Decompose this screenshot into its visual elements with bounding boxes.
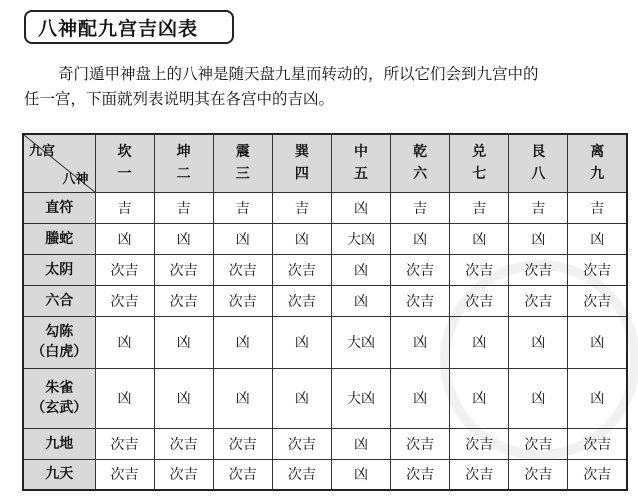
fortune-cell: 吉 (272, 192, 331, 223)
fortune-cell: 次吉 (391, 428, 450, 459)
god-label (23, 428, 95, 459)
palace-header (509, 134, 568, 192)
god-alt-name: （玄武） (31, 400, 88, 416)
god-name: 九天 (45, 466, 74, 483)
fortune-cell: 大凶 (331, 223, 390, 254)
fortune-cell: 凶 (391, 223, 450, 254)
palace-number: 四 (294, 166, 309, 183)
table-row (23, 459, 627, 490)
palace-number: 九 (590, 166, 605, 183)
god-name: 勾陈 (45, 324, 74, 340)
palace-header (272, 134, 331, 192)
palace-header (391, 134, 450, 192)
fortune-cell: 次吉 (95, 285, 154, 316)
palace-header (568, 134, 627, 192)
palace-name: 震 (235, 144, 250, 161)
fortune-cell: 次吉 (450, 285, 509, 316)
fortune-cell: 次吉 (272, 285, 331, 316)
fortune-cell: 次吉 (509, 285, 568, 316)
fortune-cell: 次吉 (213, 428, 272, 459)
palace-number: 八 (531, 166, 546, 183)
palace-name: 乾 (413, 144, 428, 161)
fortune-cell: 次吉 (391, 254, 450, 285)
fortune-cell: 次吉 (95, 254, 154, 285)
palace-name: 离 (590, 144, 605, 161)
palace-number: 三 (235, 166, 250, 183)
fortune-cell: 次吉 (568, 254, 627, 285)
fortune-cell: 凶 (568, 223, 627, 254)
table-corner (23, 134, 95, 192)
fortune-cell: 凶 (95, 223, 154, 254)
god-label (23, 459, 95, 490)
god-name: 太阴 (45, 261, 74, 278)
god-name: 螣蛇 (45, 230, 74, 247)
fortune-cell: 凶 (213, 316, 272, 368)
corner-bottom-label: 八神 (62, 171, 89, 187)
fortune-cell: 次吉 (509, 254, 568, 285)
god-name: 六合 (45, 292, 74, 309)
intro-line-1: 奇门遁甲神盘上的八神是随天盘九星而转动的，所以它们会到九宫中的 (58, 65, 539, 83)
fortune-cell: 凶 (331, 459, 390, 490)
palace-name: 坤 (176, 144, 191, 161)
fortune-cell: 吉 (391, 192, 450, 223)
corner-top-label: 九宫 (29, 144, 56, 159)
palace-number: 一 (117, 166, 132, 183)
fortune-cell: 次吉 (450, 459, 509, 490)
fortune-cell: 大凶 (331, 316, 390, 368)
fortune-cell: 次吉 (154, 285, 213, 316)
palace-header (450, 134, 509, 192)
fortune-cell: 凶 (331, 254, 390, 285)
fortune-cell: 凶 (154, 368, 213, 428)
palace-number: 六 (413, 166, 428, 183)
palace-name: 兑 (472, 144, 487, 161)
fortune-cell: 次吉 (95, 428, 154, 459)
palace-header (331, 134, 390, 192)
intro-line-2: 任一宫，下面就列表说明其在各宫中的吉凶。 (24, 90, 335, 108)
palace-name: 中 (353, 144, 368, 161)
table-row (23, 285, 627, 316)
fortune-cell: 次吉 (450, 254, 509, 285)
intro-paragraph (24, 62, 624, 112)
palace-name: 巽 (294, 144, 309, 161)
god-name: 朱雀 (45, 380, 74, 396)
fortune-cell: 次吉 (154, 254, 213, 285)
fortune-cell: 次吉 (213, 254, 272, 285)
fortune-cell: 吉 (213, 192, 272, 223)
fortune-cell: 凶 (391, 316, 450, 368)
fortune-cell: 吉 (154, 192, 213, 223)
fortune-cell: 凶 (509, 368, 568, 428)
palace-number: 七 (472, 166, 487, 183)
fortune-cell: 凶 (95, 316, 154, 368)
god-label (23, 192, 95, 223)
fortune-cell: 凶 (509, 316, 568, 368)
fortune-cell: 次吉 (213, 459, 272, 490)
fortune-cell: 次吉 (95, 459, 154, 490)
god-label (23, 368, 95, 428)
fortune-cell: 次吉 (391, 285, 450, 316)
table-row (23, 428, 627, 459)
fortune-cell: 凶 (272, 316, 331, 368)
fortune-cell: 大凶 (331, 368, 390, 428)
fortune-cell: 次吉 (272, 459, 331, 490)
fortune-cell: 吉 (450, 192, 509, 223)
fortune-cell: 凶 (450, 223, 509, 254)
fortune-cell: 吉 (95, 192, 154, 223)
fortune-cell: 凶 (154, 223, 213, 254)
page-title (24, 10, 234, 44)
fortune-cell: 凶 (272, 368, 331, 428)
fortune-cell: 次吉 (154, 459, 213, 490)
fortune-cell: 凶 (331, 192, 390, 223)
fortune-cell: 凶 (213, 368, 272, 428)
god-name: 九地 (45, 435, 74, 452)
header-row (23, 134, 627, 192)
fortune-cell: 凶 (272, 223, 331, 254)
fortune-cell: 凶 (391, 368, 450, 428)
fortune-cell: 凶 (509, 223, 568, 254)
god-name: 直符 (45, 199, 74, 216)
god-label (23, 316, 95, 368)
fortune-cell: 次吉 (391, 459, 450, 490)
fortune-cell: 凶 (450, 316, 509, 368)
palace-header (154, 134, 213, 192)
fortune-cell: 次吉 (450, 428, 509, 459)
fortune-cell: 凶 (154, 316, 213, 368)
fortune-cell: 次吉 (568, 428, 627, 459)
palace-name: 艮 (531, 144, 546, 161)
god-label (23, 254, 95, 285)
table-row (23, 192, 627, 223)
fortune-cell: 凶 (331, 428, 390, 459)
god-alt-name: （白虎） (31, 344, 88, 360)
eight-gods-table (22, 133, 628, 491)
table-row (23, 254, 627, 285)
table-row (23, 223, 627, 254)
title-text: 八神配九宫吉凶表 (38, 17, 199, 40)
fortune-cell: 吉 (568, 192, 627, 223)
fortune-cell: 次吉 (568, 285, 627, 316)
fortune-cell: 次吉 (213, 285, 272, 316)
table-row (23, 368, 627, 428)
fortune-cell: 次吉 (272, 254, 331, 285)
palace-header (95, 134, 154, 192)
palace-name: 坎 (117, 144, 132, 161)
fortune-cell: 次吉 (272, 428, 331, 459)
fortune-cell: 吉 (509, 192, 568, 223)
fortune-cell: 次吉 (568, 459, 627, 490)
fortune-cell: 次吉 (509, 459, 568, 490)
fortune-cell: 凶 (450, 368, 509, 428)
god-label (23, 285, 95, 316)
fortune-cell: 凶 (95, 368, 154, 428)
fortune-cell: 次吉 (154, 428, 213, 459)
palace-header (213, 134, 272, 192)
fortune-cell: 凶 (331, 285, 390, 316)
fortune-cell: 凶 (568, 368, 627, 428)
fortune-cell: 凶 (568, 316, 627, 368)
table-row (23, 316, 627, 368)
fortune-cell: 凶 (213, 223, 272, 254)
fortune-cell: 次吉 (509, 428, 568, 459)
palace-number: 五 (353, 166, 368, 183)
god-label (23, 223, 95, 254)
palace-number: 二 (176, 166, 191, 183)
